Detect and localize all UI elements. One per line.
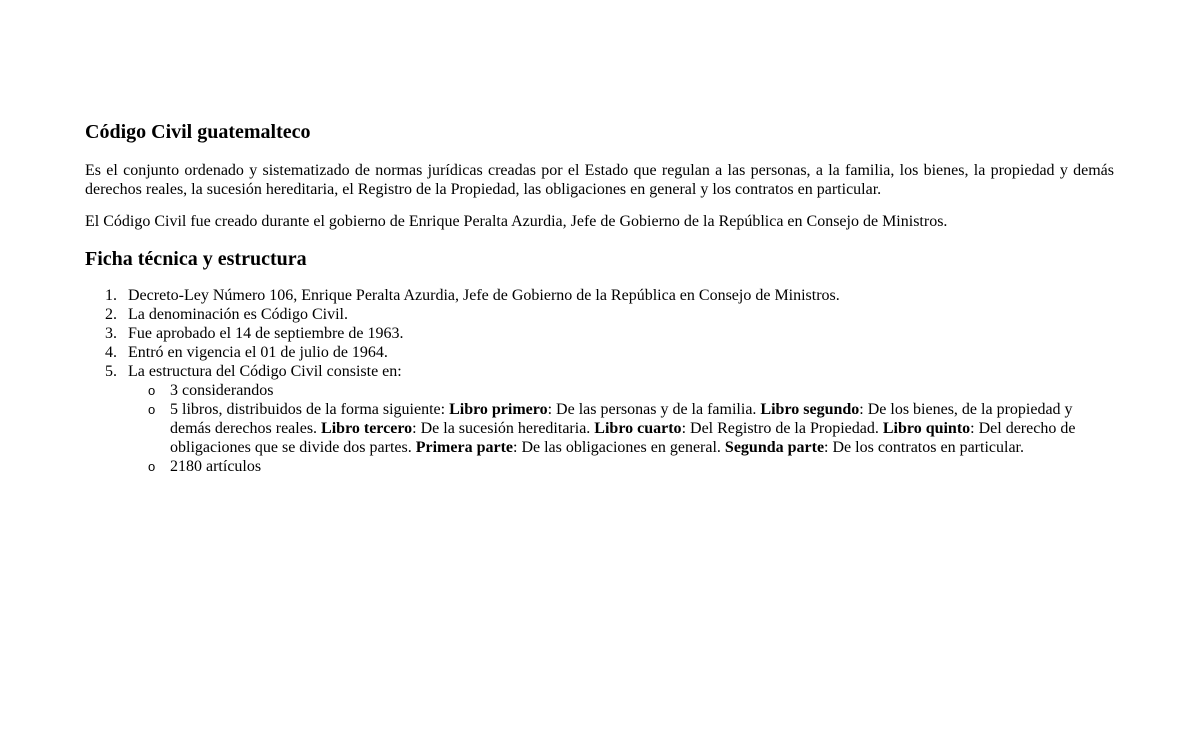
libro-primero-label: Libro primero [449, 401, 548, 418]
list-number: 5. [105, 363, 117, 380]
definition-paragraph: Es el conjunto ordenado y sistematizado de normas jurídicas creadas por el Estado que regulan a las personas, a la familia, los bienes, la propiedad y demás derechos reales, la sucesión hereditaria, el Registro de la Propiedad, las obligaciones en general y los contratos en particular. [85, 162, 1114, 198]
circle-bullet-icon: o [148, 383, 156, 398]
list-item [85, 362, 1114, 476]
libro-quinto-label: Libro quinto [882, 420, 971, 437]
list-item-text: Entró en vigencia el 01 de julio de 1964. [128, 344, 388, 361]
circle-bullet-icon: o [148, 459, 156, 474]
list-number: 1. [105, 287, 117, 304]
sublist-item [128, 457, 1114, 476]
libro-cuarto-label: Libro cuarto [594, 420, 682, 437]
list-item [85, 286, 1114, 305]
origin-paragraph: El Código Civil fue creado durante el gobierno de Enrique Peralta Azurdia, Jefe de Gobierno de la República en Consejo de Ministros. [85, 213, 948, 230]
list-number: 3. [105, 325, 117, 342]
libro-segundo-label: Libro segundo [760, 401, 860, 418]
sublist-item [128, 381, 1114, 400]
segunda-parte-label: Segunda parte [724, 439, 825, 456]
section-title: Ficha técnica y estructura [85, 248, 307, 270]
considerandos-text: 3 considerandos [170, 382, 274, 399]
list-item-text: Fue aprobado el 14 de septiembre de 1963. [128, 325, 404, 342]
list-item [85, 343, 1114, 362]
list-item-text: Decreto-Ley Número 106, Enrique Peralta Azurdia, Jefe de Gobierno de la República en Consejo de Ministros. [128, 287, 840, 304]
libro-cuarto-text: : Del Registro de la Propiedad. [681, 420, 883, 437]
list-number: 2. [105, 306, 117, 323]
libros-intro: 5 libros, distribuidos de la forma siguiente: [170, 401, 450, 418]
primera-parte-text: : De las obligaciones en general. [513, 439, 725, 456]
structure-sublist [128, 381, 1114, 476]
document-page [85, 118, 1114, 476]
libro-tercero-text: : De la sucesión hereditaria. [412, 420, 595, 437]
segunda-parte-text: : De los contratos en particular. [824, 439, 1024, 456]
libro-tercero-label: Libro tercero [321, 420, 413, 437]
list-item [85, 324, 1114, 343]
libro-quinto-text: : Del derecho de obligaciones que se divide dos partes. [170, 420, 1076, 456]
list-item [85, 305, 1114, 324]
document-title: Código Civil guatemalteco [85, 121, 311, 143]
list-number: 4. [105, 344, 117, 361]
primera-parte-label: Primera parte [415, 439, 513, 456]
circle-bullet-icon: o [148, 402, 156, 417]
libro-primero-text: : De las personas y de la familia. [547, 401, 761, 418]
sublist-item [128, 400, 1114, 457]
libro-segundo-text: : De los bienes, de la propiedad y demás derechos reales. [170, 401, 1073, 437]
technical-sheet-list [85, 286, 1114, 476]
articulos-text: 2180 artículos [170, 458, 262, 475]
list-item-text: La denominación es Código Civil. [128, 306, 348, 323]
list-item-text: La estructura del Código Civil consiste en: [128, 363, 402, 380]
